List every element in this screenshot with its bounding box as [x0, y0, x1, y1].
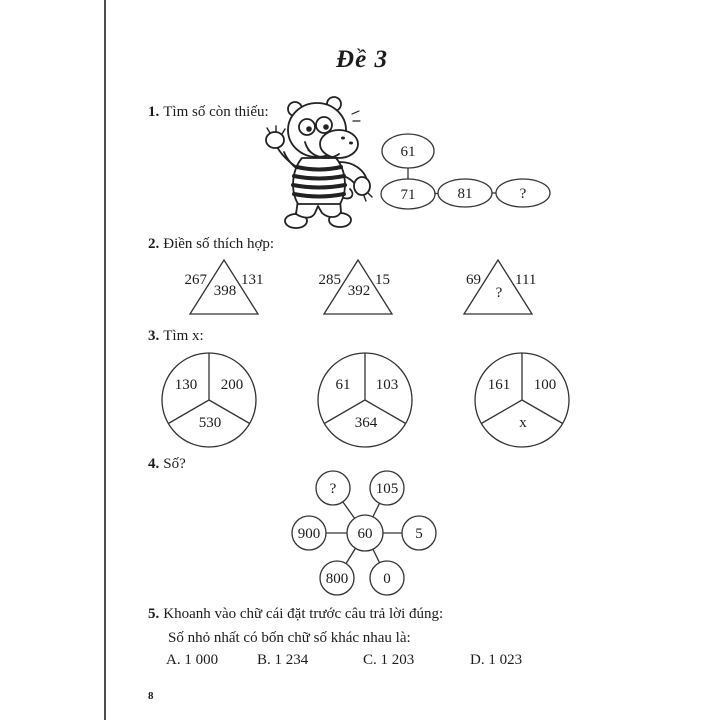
bubble-value: 61	[400, 144, 416, 160]
option-letter: A.	[166, 652, 181, 668]
answer-option-c	[363, 652, 414, 669]
exercise-3-label	[148, 328, 204, 345]
petal-value: 105	[375, 481, 399, 497]
triangle-inside-value: ?	[495, 285, 503, 301]
exercise-1-number: 1.	[148, 104, 160, 120]
exercise-1-label	[148, 104, 269, 121]
bubble-value: ?	[519, 186, 527, 202]
ex2-triangle-2	[283, 250, 433, 320]
triangle-right-value: 131	[241, 272, 264, 288]
sector-left-value: 161	[487, 377, 511, 393]
petal-value: 5	[415, 526, 423, 542]
sector-bottom-value: 364	[354, 415, 378, 431]
triangle-left-value: 267	[184, 272, 207, 288]
sector-left-value: 130	[174, 377, 198, 393]
ex3-circle-3	[472, 350, 572, 450]
petal-value: ?	[329, 481, 337, 497]
petal-value: 800	[325, 571, 349, 587]
sector-bottom-value: 530	[198, 415, 222, 431]
exercise-3-number: 3.	[148, 328, 160, 344]
exercise-1-title: Tìm số còn thiếu:	[163, 104, 269, 120]
ex4-flower-diagram	[283, 458, 447, 598]
option-value: 1 000	[184, 652, 219, 668]
hippo-illustration-icon	[256, 96, 382, 236]
sector-right-value: 103	[375, 377, 399, 393]
left-margin-rule	[104, 0, 106, 720]
petal-value: 0	[383, 571, 391, 587]
answer-option-b	[257, 652, 308, 669]
exercise-4-title: Số?	[163, 456, 186, 472]
exercise-4-number: 4.	[148, 456, 160, 472]
exercise-5-label	[148, 606, 443, 623]
bubble-value: 71	[400, 187, 416, 203]
bubble-value: 81	[457, 186, 473, 202]
sector-right-value: 100	[533, 377, 557, 393]
flower-center-value: 60	[357, 526, 373, 542]
petal-value: 900	[297, 526, 321, 542]
option-letter: B.	[257, 652, 271, 668]
option-letter: D.	[470, 652, 485, 668]
ex2-triangle-1	[149, 250, 299, 320]
exercise-5-number: 5.	[148, 606, 160, 622]
sector-bottom-value: x	[519, 415, 527, 431]
answer-option-a	[166, 652, 218, 669]
triangle-left-value: 285	[318, 272, 341, 288]
triangle-inside-value: 398	[213, 283, 237, 299]
exercise-5-title: Khoanh vào chữ cái đặt trước câu trả lời đúng:	[163, 606, 444, 622]
option-value: 1 234	[274, 652, 309, 668]
option-letter: C.	[363, 652, 377, 668]
exercise-5-question: Số nhỏ nhất có bốn chữ số khác nhau là:	[168, 630, 411, 646]
page-title: Đề 3	[336, 46, 388, 73]
option-value: 1 203	[380, 652, 415, 668]
triangle-inside-value: 392	[347, 283, 371, 299]
ex3-circle-2	[315, 350, 415, 450]
exercise-2-title: Điền số thích hợp:	[163, 236, 275, 252]
option-value: 1 023	[488, 652, 523, 668]
sector-left-value: 61	[335, 377, 351, 393]
ex1-number-bubbles	[372, 128, 564, 216]
exercise-4-label	[148, 456, 186, 473]
answer-option-d	[470, 652, 522, 669]
ex3-circle-1	[159, 350, 259, 450]
exercise-2-number: 2.	[148, 236, 160, 252]
triangle-right-value: 15	[375, 272, 390, 288]
sector-right-value: 200	[220, 377, 244, 393]
ex2-triangle-3	[423, 250, 573, 320]
exercise-3-title: Tìm x:	[163, 328, 204, 344]
triangle-right-value: 111	[515, 272, 537, 288]
triangle-left-value: 69	[466, 272, 481, 288]
page-number: 8	[148, 690, 154, 702]
